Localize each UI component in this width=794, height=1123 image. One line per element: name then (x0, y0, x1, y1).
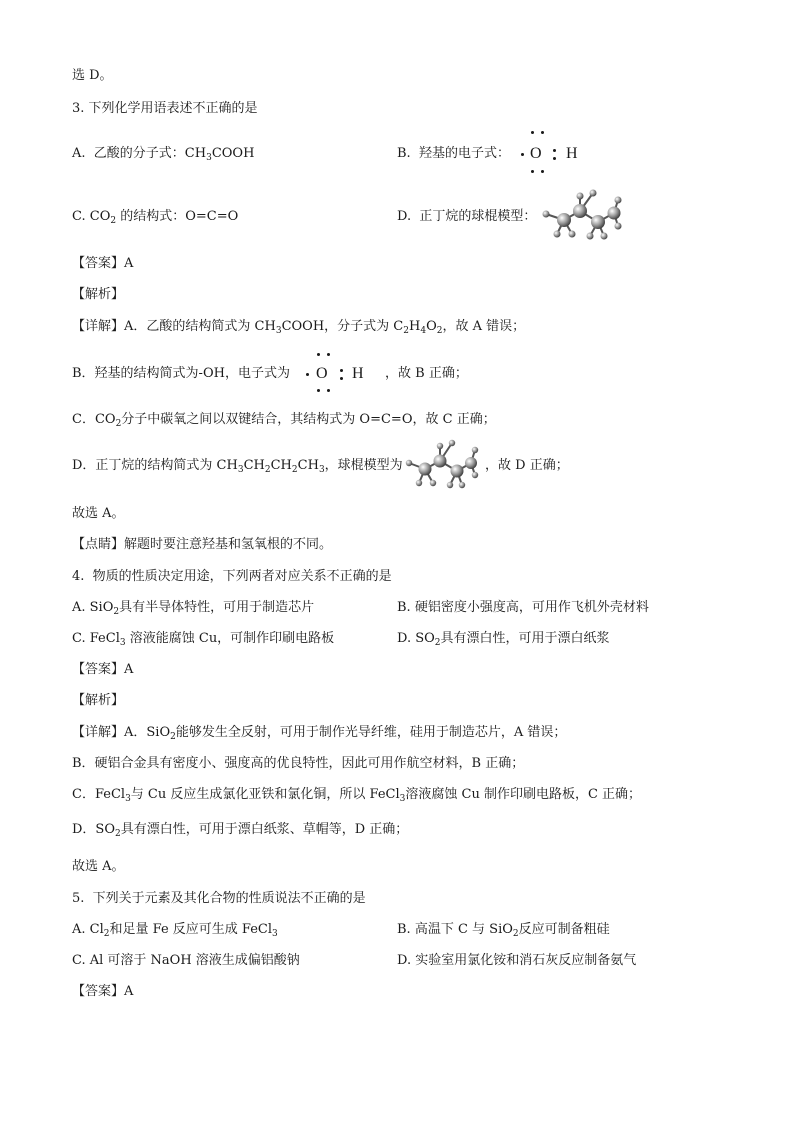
q5-option-d: D. 实验室用氯化铵和消石灰反应制备氨气 (397, 953, 637, 968)
q4-detail-d: D．$SO_2$具有漂白性，可用于漂白纸浆、草帽等，D 正确； (72, 822, 409, 839)
q3-option-d: D. 正丁烷的球棍模型： (397, 209, 537, 224)
q5-answer: 【答案】A (72, 984, 134, 999)
q5-stem: 5. 下列关于元素及其化合物的性质说法不正确的是 (72, 891, 366, 906)
electron-dot (317, 353, 320, 356)
q4-detail-b: B．硬铝合金具有密度小、强度高的优良特性，因此可用作航空材料，B 正确； (72, 756, 525, 771)
q4-option-c: C. FeCl$_3$ 溶液能腐蚀 Cu，可制作印刷电路板 (72, 631, 335, 648)
q4-option-a: A. SiO$_2$具有半导体特性，可用于制造芯片 (72, 600, 315, 617)
electron-dot (306, 373, 309, 376)
electron-dot (340, 369, 343, 372)
q4-answer: 【答案】A (72, 662, 134, 677)
q3-stem-text: 下列化学用语表述不正确的是 (88, 101, 258, 116)
q3-detail-c: C．$CO_2$分子中碳氧之间以双键结合，其结构式为 O=C=O，故 C 正确； (72, 412, 496, 429)
q4-option-b: B. 硬铝密度小强度高，可用作飞机外壳材料 (397, 600, 649, 615)
q5-option-b: B. 高温下 C 与 SiO$_2$反应可制备粗硅 (397, 922, 610, 939)
q4-analysis-label: 【解析】 (72, 693, 125, 708)
hydrogen-symbol: H (352, 365, 364, 382)
q3-analysis-label: 【解析】 (72, 287, 125, 302)
electron-dot (327, 353, 330, 356)
q3-detail-b: B．羟基的结构简式为-OH，电子式为 (72, 366, 290, 381)
electron-dot (541, 170, 544, 173)
butane-ball-stick-model (540, 186, 620, 242)
q3-answer: 【答案】A (72, 256, 134, 271)
electron-dot (521, 153, 524, 156)
electron-dot (531, 170, 534, 173)
electron-dot (541, 131, 544, 134)
electron-dot (553, 157, 556, 160)
q3-conclusion: 故选 A。 (72, 506, 125, 521)
q4-detail-c: C．FeCl$_3$与 Cu 反应生成氯化亚铁和氯化铜，所以 FeCl$_3$溶液腐蚀 Cu 制作印刷电路板，C 正确； (72, 787, 642, 804)
q5-option-c: C. Al 可溶于 NaOH 溶液生成偏铝酸钠 (72, 953, 300, 968)
q4-conclusion: 故选 A。 (72, 859, 125, 874)
electron-dot (340, 377, 343, 380)
q3-detail-d: D．正丁烷的结构简式为 $CH_3CH_2CH_2CH_3$，球棍模型为 (72, 458, 403, 475)
q3-number: 3. (72, 101, 85, 116)
q3-detail-a: 【详解】A．乙酸的结构简式为 $CH_3COOH$，分子式为 $C_2H_4O_2$，故 A 错误； (72, 319, 526, 336)
oxygen-symbol: O (530, 145, 542, 162)
electron-dot (327, 389, 330, 392)
q3-detail-d-tail: ，故 D 正确； (485, 458, 569, 473)
electron-dot (553, 149, 556, 152)
butane-ball-stick-model (405, 437, 477, 491)
q3-stem (72, 100, 258, 118)
oxygen-symbol: O (316, 365, 328, 382)
electron-dot (531, 131, 534, 134)
intro-line: 选 D。 (72, 68, 113, 83)
q5-option-a: A. $Cl_2$和足量 Fe 反应可生成 FeCl$_3$ (72, 922, 278, 939)
electron-dot (317, 389, 320, 392)
hydrogen-symbol: H (566, 145, 578, 162)
q3-detail-b-tail: ，故 B 正确； (385, 366, 468, 381)
q4-stem: 4. 物质的性质决定用途，下列两者对应关系不正确的是 (72, 569, 392, 584)
q3-tip: 【点睛】解题时要注意羟基和氢氧根的不同。 (72, 537, 333, 552)
q4-detail-a: 【详解】A．SiO$_2$能够发生全反射，可用于制作光导纤维，硅用于制造芯片，A 错误； (72, 725, 567, 742)
q4-option-d: D. $SO_2$具有漂白性，可用于漂白纸浆 (397, 631, 610, 648)
q3-option-a: A. 乙酸的分子式：$CH_3COOH$ (72, 146, 255, 163)
q3-option-c: C. $CO_2$ 的结构式：O=C=O (72, 209, 239, 226)
q3-option-b: B. 羟基的电子式： (397, 146, 510, 161)
